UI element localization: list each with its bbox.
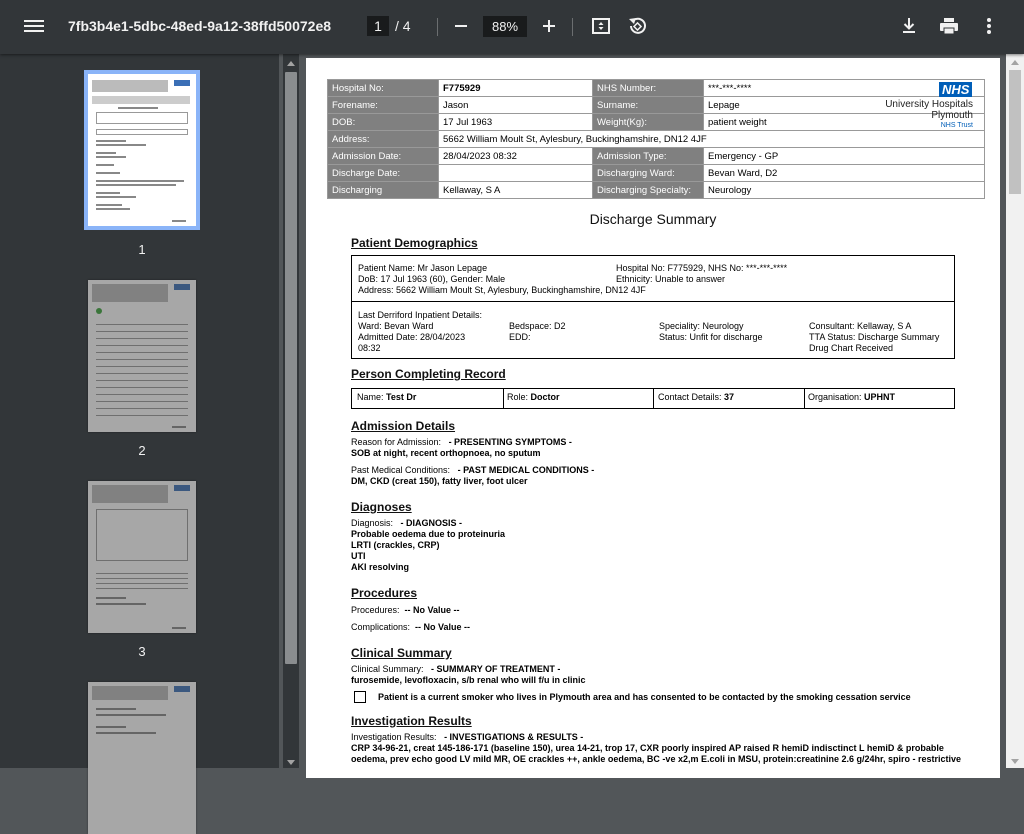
page-thumbnail-2[interactable] <box>88 280 196 432</box>
page-indicator <box>367 16 411 36</box>
header-value: 28/04/2023 08:32 <box>439 148 593 165</box>
page-number-input[interactable]: 1 <box>367 16 389 36</box>
header-value: patient weight <box>704 114 985 131</box>
header-label: Address: <box>328 131 439 148</box>
field-label: Investigation Results: <box>351 732 437 742</box>
document-heading: Discharge Summary <box>589 211 717 227</box>
header-value: Bevan Ward, D2 <box>704 165 985 182</box>
person-field <box>658 392 734 403</box>
field-label: Contact Details: <box>658 392 722 402</box>
nhs-logo: NHS <box>939 82 972 97</box>
header-label: Weight(Kg): <box>593 114 704 131</box>
header-value: 5662 William Moult St, Aylesbury, Buckinghamshire, DN12 4JF <box>439 131 985 148</box>
field-value: 37 <box>724 392 735 402</box>
field-value: Doctor <box>530 392 560 402</box>
field-label: Role: <box>507 392 529 402</box>
field-row <box>351 605 460 616</box>
field-label: Organisation: <box>808 392 862 402</box>
scroll-up-icon[interactable] <box>1011 60 1019 65</box>
header-label: Admission Date: <box>328 148 439 165</box>
field-value: -- No Value -- <box>404 605 460 615</box>
header-value: F775929 <box>439 80 593 97</box>
header-label: Forename: <box>328 97 439 114</box>
demo-text: TTA Status: Discharge Summary <box>809 332 940 342</box>
trust-line: Plymouth <box>931 110 973 121</box>
trust-name <box>866 99 973 130</box>
field-value: -- No Value -- <box>415 622 471 632</box>
patient-header-table <box>327 79 985 199</box>
field-label: Clinical Summary: <box>351 664 424 674</box>
thumbnail-label: 1 <box>138 242 146 257</box>
field-value: CRP 34-96-21, creat 145-186-171 (baseline 150), urea 14-21, trop 17, CXR poorly inspired AP raised R hemiD indisctinct L hemiD & probable <box>351 743 944 753</box>
header-label: Discharging <box>328 182 439 199</box>
download-icon[interactable] <box>898 15 920 37</box>
field-label: Past Medical Conditions: <box>351 465 451 475</box>
header-value: 17 Jul 1963 <box>439 114 593 131</box>
section-heading: Investigation Results <box>351 714 472 728</box>
field-value: SOB at night, recent orthopnoea, no sputum <box>351 448 541 458</box>
header-label: Hospital No: <box>328 80 439 97</box>
zoom-input[interactable]: 88% <box>483 16 527 37</box>
more-vert-icon[interactable] <box>978 15 1000 37</box>
demo-text: Consultant: Kellaway, S A <box>809 321 912 331</box>
toolbar-divider <box>437 18 438 36</box>
field-label: Procedures: <box>351 605 400 615</box>
demo-text: Speciality: Neurology <box>659 321 744 331</box>
menu-icon[interactable] <box>22 17 46 37</box>
field-row <box>351 732 583 743</box>
checkbox-label: Patient is a current smoker who lives in Plymouth area and has consented to be contacted by the smoking cessation service <box>378 692 911 702</box>
header-value <box>439 165 593 182</box>
field-value: oedema, prev echo good LV mild MR, OE crackles ++, ankle oedema, BC -ve x2,m E.coli in MSU, protein:creatinine 2.6 g/24hr, spiro - restrictive <box>351 754 962 764</box>
demo-text: Admitted Date: 28/04/2023 <box>358 332 466 342</box>
field-row <box>351 437 572 448</box>
viewer-scroll-thumb[interactable] <box>1009 70 1021 194</box>
demo-text: DoB: 17 Jul 1963 (60), Gender: Male <box>358 274 506 284</box>
scroll-down-icon[interactable] <box>287 760 295 765</box>
rotate-icon[interactable] <box>626 15 648 37</box>
diagnosis-item: LRTI (crackles, CRP) <box>351 540 440 550</box>
demo-text: EDD: <box>509 332 531 342</box>
thumbnail-label: 2 <box>138 443 146 458</box>
section-heading: Procedures <box>351 586 418 600</box>
pdf-toolbar <box>0 0 1024 54</box>
section-heading: Diagnoses <box>351 500 412 514</box>
field-label: Complications: <box>351 622 411 632</box>
zoom-in-icon[interactable] <box>540 16 558 36</box>
page-total: / 4 <box>395 18 411 34</box>
print-icon[interactable] <box>938 15 960 37</box>
header-label: Surname: <box>593 97 704 114</box>
header-value: ***-***-**** <box>704 80 985 97</box>
thumbnail-label: 3 <box>138 644 146 659</box>
demo-text: Hospital No: F775929, NHS No: ***-***-**** <box>616 263 788 273</box>
field-value: furosemide, levofloxacin, s/b renal who will f/u in clinic <box>351 675 586 685</box>
header-value: Jason <box>439 97 593 114</box>
pdf-page <box>306 58 1000 778</box>
demo-text: Drug Chart Received <box>809 343 894 353</box>
person-field <box>357 392 416 403</box>
demo-text: Address: 5662 William Moult St, Aylesbury, Buckinghamshire, DN12 4JF <box>358 285 646 295</box>
header-value: Lepage <box>704 97 985 114</box>
demo-text: Patient Name: Mr Jason Lepage <box>358 263 488 273</box>
diagnosis-item: UTI <box>351 551 366 561</box>
section-heading: Patient Demographics <box>351 236 478 250</box>
header-label: Discharging Ward: <box>593 165 704 182</box>
field-value: DM, CKD (creat 150), fatty liver, foot ulcer <box>351 476 528 486</box>
trust-line: University Hospitals <box>885 99 973 110</box>
diagnosis-item: AKI resolving <box>351 562 410 572</box>
scroll-down-icon[interactable] <box>1011 759 1019 764</box>
header-label: NHS Number: <box>593 80 704 97</box>
field-row <box>351 518 462 529</box>
scroll-up-icon[interactable] <box>287 61 295 66</box>
zoom-out-icon[interactable] <box>452 16 470 36</box>
demo-text: Status: Unfit for discharge <box>659 332 763 342</box>
document-title: 7fb3b4e1-5dbc-48ed-9a12-38ffd50072e8 <box>68 18 332 34</box>
toolbar-divider <box>572 18 573 36</box>
field-row <box>351 664 560 675</box>
header-label: Discharging Specialty: <box>593 182 704 199</box>
demo-text: Last Derriford Inpatient Details: <box>358 310 483 320</box>
header-value: Emergency - GP <box>704 148 985 165</box>
field-value: UPHNT <box>864 392 896 402</box>
page-thumbnail-4[interactable] <box>88 682 196 834</box>
demo-text: Ethnicity: Unable to answer <box>616 274 726 284</box>
field-value: - DIAGNOSIS - <box>400 518 463 528</box>
demo-text: Ward: Bevan Ward <box>358 321 434 331</box>
person-field <box>808 392 895 403</box>
section-heading: Admission Details <box>351 419 456 433</box>
diagnosis-item: Probable oedema due to proteinuria <box>351 529 506 539</box>
header-value: Neurology <box>704 182 985 199</box>
fit-page-icon[interactable] <box>590 15 612 37</box>
page-thumbnail-1[interactable] <box>88 74 196 226</box>
section-heading: Person Completing Record <box>351 367 506 381</box>
header-value: Kellaway, S A <box>439 182 593 199</box>
person-field <box>507 392 560 403</box>
header-label: DOB: <box>328 114 439 131</box>
field-label: Name: <box>357 392 384 402</box>
field-value: - PRESENTING SYMPTOMS - <box>448 437 572 447</box>
header-label: Admission Type: <box>593 148 704 165</box>
field-value: - PAST MEDICAL CONDITIONS - <box>457 465 595 475</box>
section-heading: Clinical Summary <box>351 646 452 660</box>
field-value: - SUMMARY OF TREATMENT - <box>431 664 561 674</box>
field-label: Diagnosis: <box>351 518 394 528</box>
sidebar-scroll-thumb[interactable] <box>285 72 297 664</box>
field-row <box>351 622 470 633</box>
field-row <box>351 465 594 476</box>
smoker-consent-checkbox[interactable] <box>354 691 366 703</box>
field-value: Test Dr <box>386 392 417 402</box>
field-value: - INVESTIGATIONS & RESULTS - <box>444 732 584 742</box>
header-label: Discharge Date: <box>328 165 439 182</box>
trust-line: NHS Trust <box>940 122 973 129</box>
demo-text: Bedspace: D2 <box>509 321 566 331</box>
page-thumbnail-3[interactable] <box>88 481 196 633</box>
field-label: Reason for Admission: <box>351 437 442 447</box>
demo-text: 08:32 <box>358 343 381 353</box>
